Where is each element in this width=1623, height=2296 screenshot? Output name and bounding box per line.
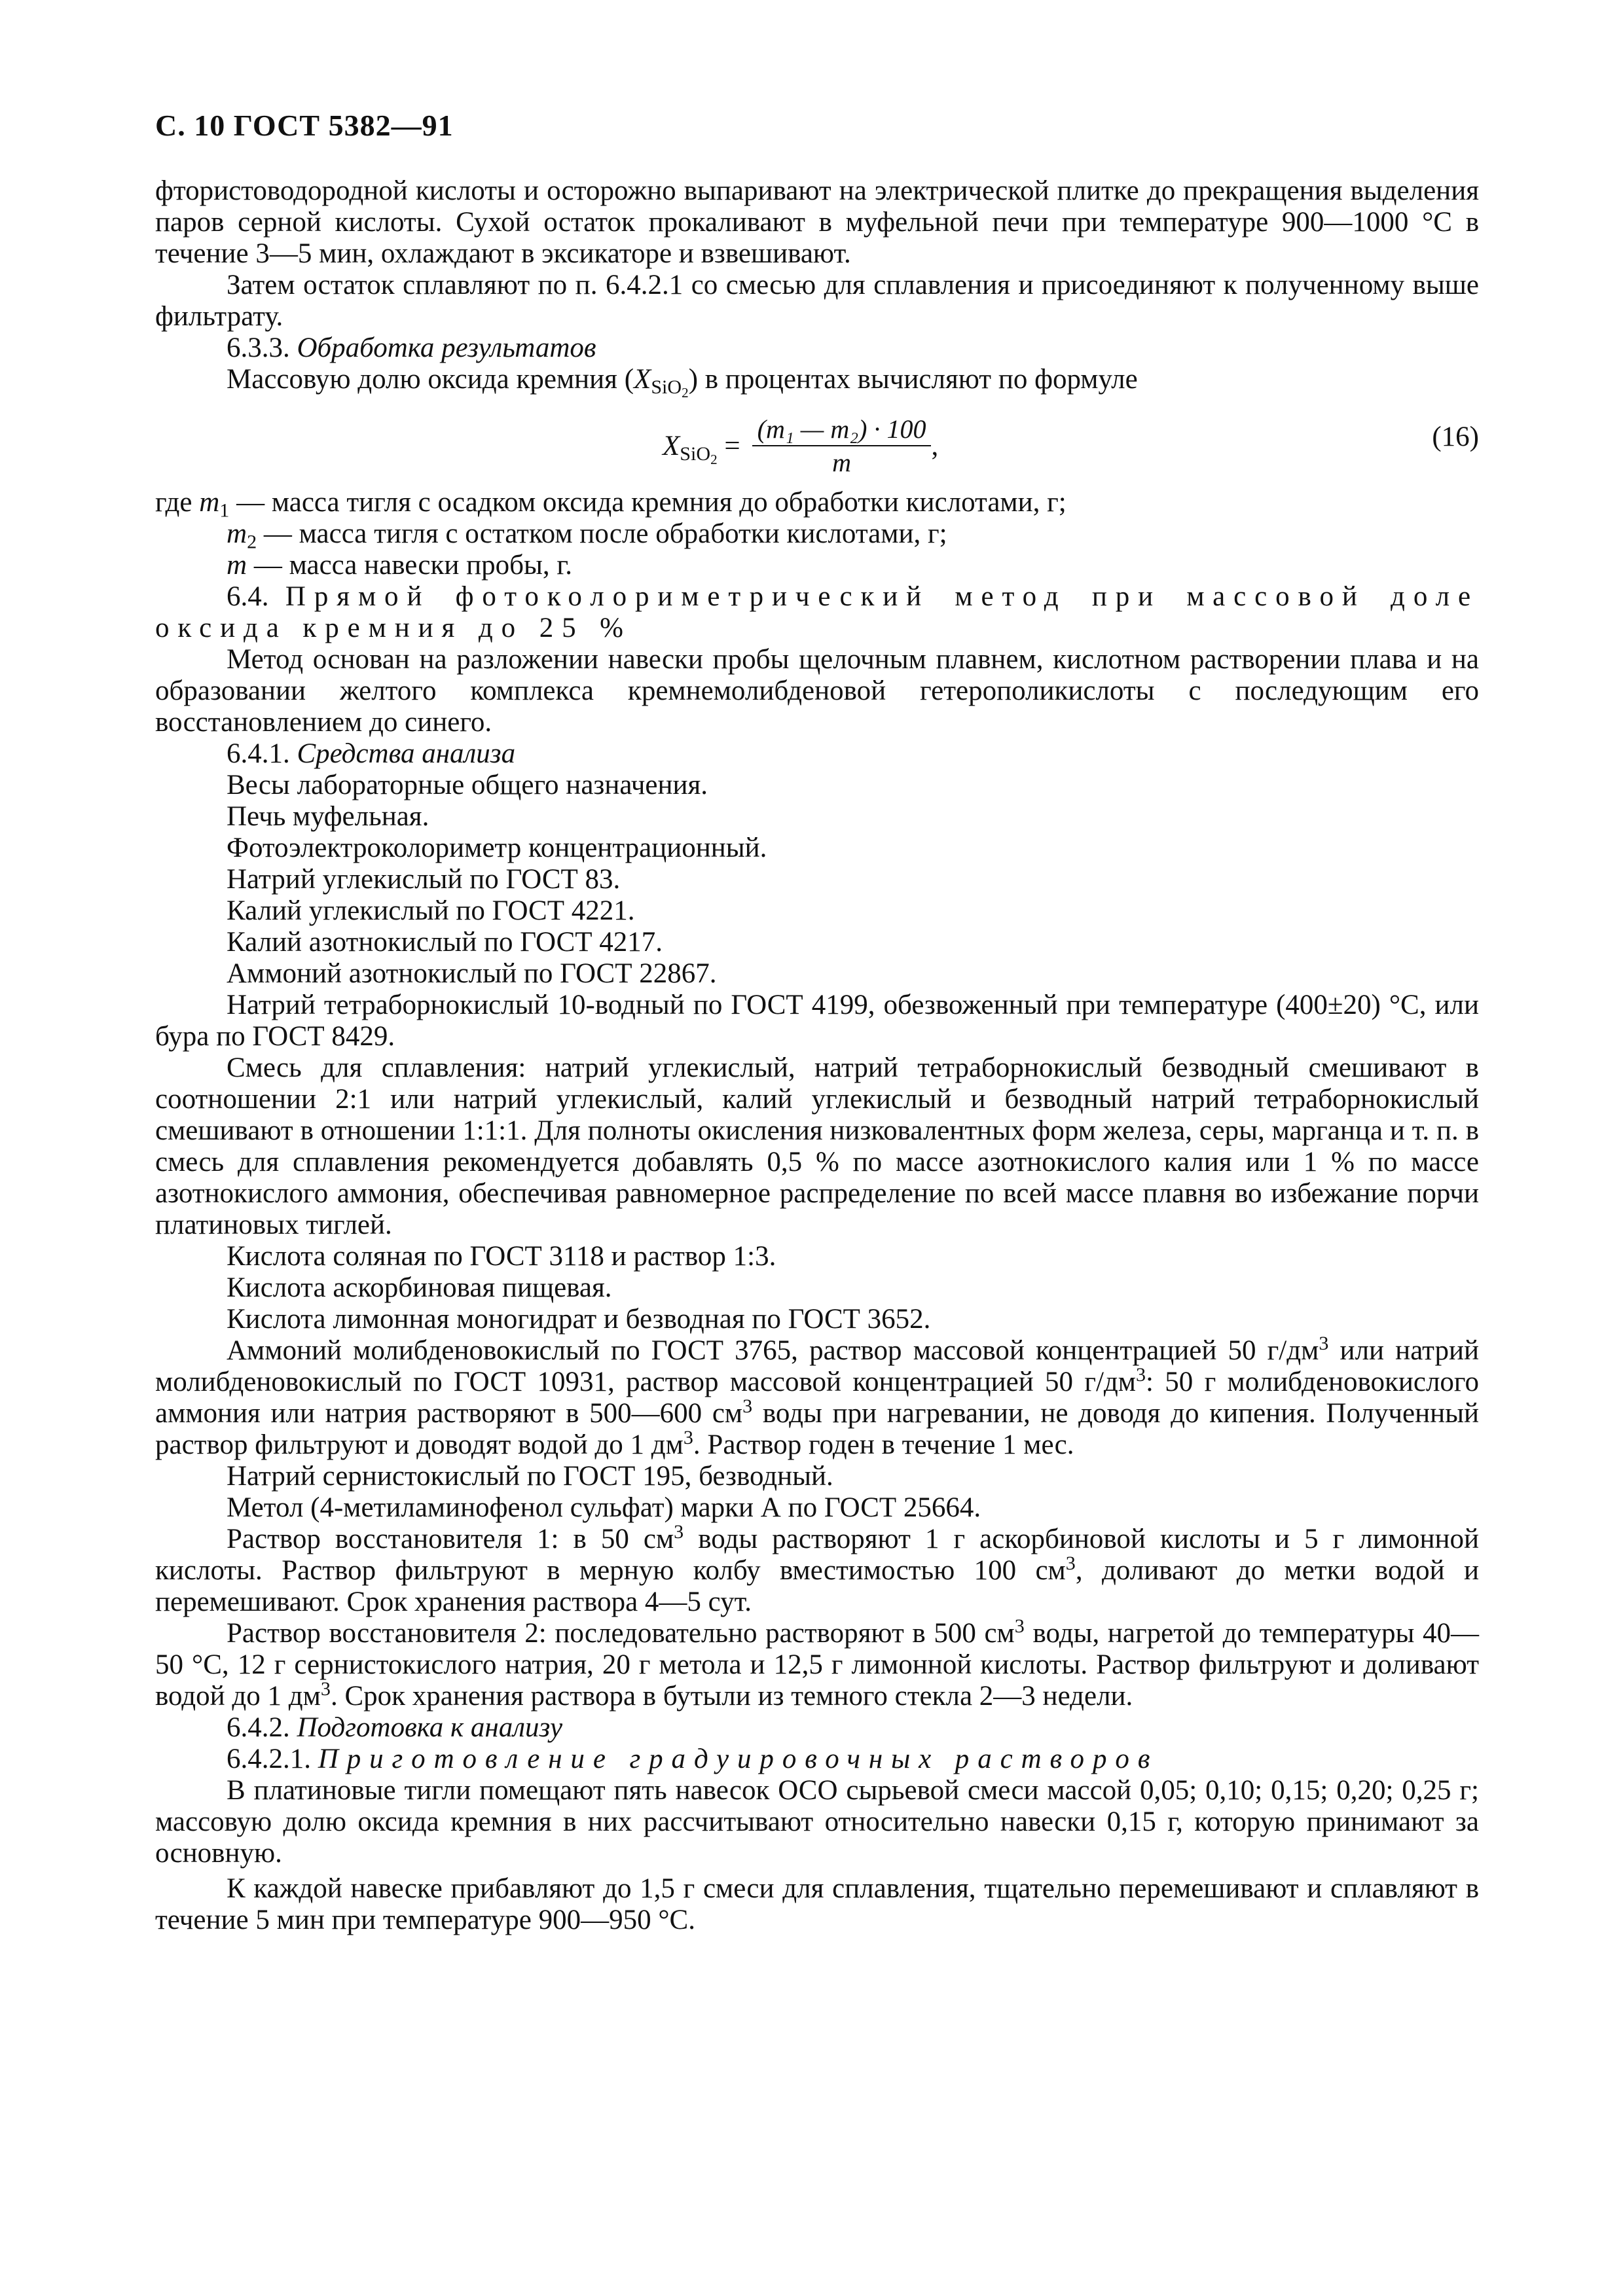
fusion-paragraph: Затем остаток сплавляют по п. 6.4.2.1 со смесью для сплавления и присоединяют к полученному выше фильтрату.: [155, 270, 1479, 332]
superscript: 3: [1065, 1551, 1076, 1574]
lhs-subscript: SiO: [680, 442, 711, 465]
text-fragment: . Раствор годен в течение 1 мес.: [693, 1429, 1074, 1460]
formula-numerator: (m₁ — m₂) · 100: [752, 414, 932, 446]
where-variable: m: [199, 487, 220, 518]
intro-paragraph: фтористоводородной кислоты и осторожно выпаривают на электрической плитке до прекращения выделения паров серной кислоты. Сухой остаток прокаливают в муфельной печи при температуре 900—1000 °С в течение 3—5 мин, охлаждают в эксикаторе и взвешивают.: [155, 175, 1479, 269]
section-6-4-2-1-heading: [155, 1744, 1479, 1775]
means-item: Аммоний азотнокислый по ГОСТ 22867.: [227, 958, 717, 989]
superscript: 3: [742, 1394, 753, 1417]
equals-sign: =: [717, 431, 740, 461]
molybdate-paragraph: [155, 1331, 1480, 1461]
text-fragment: Раствор восстановителя 1: в 50 см: [227, 1524, 674, 1554]
final-paragraph: К каждой навеске прибавляют до 1,5 г смеси для сплавления, тщательно перемешивают и сплавляют в течение 5 мин при температуре 900—950 °С.: [155, 1873, 1479, 1935]
where-variable: m: [227, 550, 247, 581]
lhs-variable: X: [663, 431, 680, 461]
text-fragment: ) в процентах вычисляют по формуле: [688, 364, 1138, 395]
superscript: 3: [683, 1426, 693, 1448]
section-number: 6.4.1.: [227, 738, 290, 769]
subscript: SiO: [651, 376, 682, 399]
acid-item: Кислота лимонная моногидрат и безводная по ГОСТ 3652.: [227, 1304, 931, 1335]
section-number: 6.4.: [227, 581, 269, 612]
where-subscript: 1: [219, 499, 230, 522]
where-text: — масса тигля с осадком оксида кремния до обработки кислотами, г;: [229, 487, 1067, 518]
superscript: 3: [1319, 1331, 1329, 1354]
where-line-3: [155, 550, 1479, 581]
means-item: Весы лабораторные общего назначения.: [227, 770, 708, 800]
section-number: 6.4.2.: [227, 1712, 290, 1743]
formula-expression: [663, 408, 938, 484]
formula-16: [155, 408, 1479, 484]
means-item: Натрий углекислый по ГОСТ 83.: [227, 864, 621, 895]
formula-lhs: [663, 431, 740, 468]
where-text: — масса навески пробы, г.: [247, 550, 572, 581]
where-line-2: [155, 518, 1479, 553]
where-text: — масса тигля с остатком после обработки кислотами, г;: [257, 518, 947, 549]
where-variable: m: [227, 518, 247, 549]
subscript-2: 2: [682, 385, 689, 401]
text-fragment: Массовую долю оксида кремния (: [227, 364, 634, 395]
means-item: Печь муфельная.: [227, 801, 429, 832]
superscript: 3: [1136, 1363, 1146, 1386]
formula-number: (16): [1432, 422, 1479, 452]
section-title: Подготовка к анализу: [297, 1712, 563, 1743]
section-6-4-heading: [155, 581, 1479, 644]
section-title: Обработка результатов: [297, 332, 596, 363]
formula-fraction: [752, 414, 932, 479]
acid-item: Кислота аскорбиновая пищевая.: [227, 1272, 612, 1303]
where-line-1: [155, 487, 1479, 522]
text-fragment: Раствор восстановителя 2: последовательно растворяют в 500 см: [227, 1618, 1015, 1649]
section-number: 6.3.3.: [227, 332, 290, 363]
text-fragment: . Срок хранения раствора в бутыли из темного стекла 2—3 недели.: [330, 1681, 1133, 1712]
formula-comma: ,: [931, 431, 939, 461]
reducer-1-paragraph: [155, 1520, 1479, 1618]
superscript: 3: [1014, 1614, 1025, 1637]
text-fragment: , доливают до метки водой и перемешивают. Срок хранения раствора 4—5 сут.: [155, 1555, 1479, 1617]
formula-denominator: m: [832, 448, 852, 477]
superscript: 3: [320, 1677, 331, 1700]
borax-paragraph: Натрий тетраборнокислый 10-водный по ГОСТ 4199, обезвоженный при температуре (400±20) °С, или бура по ГОСТ 8429.: [155, 990, 1479, 1052]
mixture-paragraph: Смесь для сплавления: натрий углекислый, натрий тетраборнокислый безводный смешивают в соотношении 2:1 или натрий углекислый, калий углекислый и безводный натрий тетраборнокислый смешивают в отношении 1:1:1. Для полноты окисления низковалентных форм железа, серы, марганца и т. п. в смесь для сплавления рекомендуется добавлять 0,5 % по массе азотнокислого калия или 1 % по массе азотнокислого аммония, обеспечивая равномерное распределение по всей массе плавня во избежание порчи платиновых тиглей.: [155, 1052, 1479, 1240]
text-fragment: Аммоний молибденовокислый по ГОСТ 3765, раствор массовой концентрацией 50 г/дм: [227, 1335, 1319, 1366]
method-paragraph: Метод основан на разложении навески пробы щелочным плавнем, кислотном растворении плава и на образовании желтого комплекса кремнемолибденовой гетерополикислоты с последующим его восстановлением до синего.: [155, 644, 1479, 738]
section-6-4-2-heading: [155, 1712, 1479, 1744]
variable-x: X: [634, 364, 651, 395]
where-subscript: 2: [247, 530, 257, 553]
section-6-4-1-heading: [155, 738, 1479, 770]
where-prefix: где: [155, 487, 200, 518]
metol-item: Метол (4-метиламинофенол сульфат) марки А по ГОСТ 25664.: [227, 1492, 981, 1523]
text-fragment: : 50 г молибденовокислого аммония или натрия растворяют в 500—600 см: [155, 1367, 1479, 1429]
acid-item: Кислота соляная по ГОСТ 3118 и раствор 1:3.: [227, 1241, 776, 1272]
superscript: 3: [674, 1520, 684, 1543]
means-item: Калий углекислый по ГОСТ 4221.: [227, 895, 635, 926]
text-fragment: или натрий молибденовокислый по ГОСТ 10931, раствор массовой концентрацией 50 г/дм: [155, 1335, 1480, 1397]
text-fragment: воды растворяют 1 г аскорбиновой кислоты и 5 г лимонной кислоты. Раствор фильтруют в мерную колбу вместимостью 100 см: [155, 1524, 1479, 1586]
text-fragment: воды, нагретой до температуры 40—50 °С, 12 г сернистокислого натрия, 20 г метола и 12,5 г лимонной кислоты. Раствор фильтруют и доливают водой до 1 дм: [155, 1618, 1480, 1712]
page-header: С. 10 ГОСТ 5382—91: [155, 109, 454, 142]
means-item: Калий азотнокислый по ГОСТ 4217.: [227, 927, 663, 958]
sulfite-item: Натрий сернистокислый по ГОСТ 195, безводный.: [227, 1461, 833, 1492]
section-number: 6.4.2.1.: [227, 1744, 311, 1774]
section-title: Прямой фотоколориметрический метод при массовой доле оксида кремния до 25 %: [155, 581, 1480, 643]
lhs-subscript-2: 2: [710, 452, 718, 468]
means-item: Фотоэлектроколориметр концентрационный.: [227, 833, 767, 863]
mass-fraction-intro: [155, 364, 1479, 401]
text-fragment: воды при нагревании, не доводя до кипения. Полученный раствор фильтруют и доводят водой до 1 дм: [155, 1398, 1479, 1460]
section-title: Приготовление градуировочных растворов: [318, 1744, 1159, 1774]
section-6-3-3-heading: [155, 332, 1479, 364]
reducer-2-paragraph: [155, 1614, 1480, 1712]
document-page: [155, 110, 1479, 1936]
calibration-paragraph: В платиновые тигли помещают пять навесок ОСО сырьевой смеси массой 0,05; 0,10; 0,15; 0,20; 0,25 г; массовую долю оксида кремния в них рассчитывают относительно навески 0,15 г, которую принимают за основную.: [155, 1775, 1479, 1869]
section-title: Средства анализа: [297, 738, 516, 769]
